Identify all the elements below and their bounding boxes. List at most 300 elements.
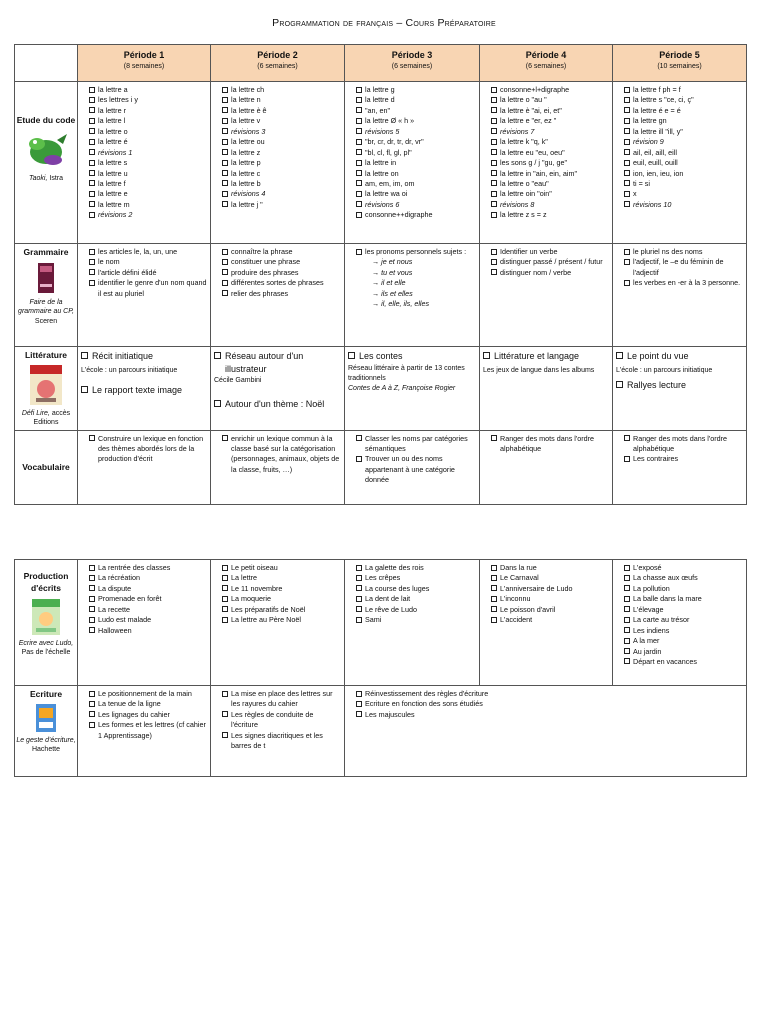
checkbox-icon <box>624 118 630 124</box>
list-item <box>81 127 207 137</box>
checkbox-icon <box>356 701 362 707</box>
checkbox-icon <box>89 139 95 145</box>
checkbox-icon <box>222 269 228 275</box>
list-item-text: la lettre z s = z <box>500 210 547 220</box>
list-item <box>81 626 207 636</box>
list-item <box>483 594 609 604</box>
list-item <box>616 278 743 288</box>
ecriture-period-1 <box>78 686 211 777</box>
vocabulaire-period-4 <box>480 430 613 504</box>
list-item-text: Le petit oiseau <box>231 563 278 572</box>
list-item <box>348 127 476 137</box>
list-item <box>348 106 476 116</box>
list-item <box>348 116 476 126</box>
checkbox-icon <box>89 118 95 124</box>
checkbox-icon <box>222 139 228 145</box>
list-item-text: ti = si <box>633 178 650 188</box>
list-item-text: la lettre m <box>98 199 130 209</box>
list-item <box>483 116 609 126</box>
checkbox-icon <box>356 711 362 717</box>
list-item-text: Sami <box>365 615 382 625</box>
pronoun-item: → tu et vous <box>372 267 413 277</box>
list-item <box>214 85 341 95</box>
checkbox-icon <box>89 606 95 612</box>
list-item <box>483 158 609 168</box>
code-period-1 <box>78 82 211 244</box>
list-item-text: l'adjectif, le –e du féminin de l'adjectif <box>633 257 724 277</box>
list-item <box>81 116 207 126</box>
checkbox-icon <box>491 596 497 602</box>
checkbox-icon <box>356 170 362 176</box>
list-item <box>81 200 207 210</box>
list-item-text: la lettre o "eau" <box>500 178 549 188</box>
list-item-text: produire des phrases <box>231 267 299 277</box>
checkbox-icon <box>222 107 228 113</box>
checkbox-icon <box>624 139 630 145</box>
list-item-text: Les lignages du cahier <box>98 709 170 719</box>
checkbox-icon <box>356 128 362 134</box>
list-item <box>214 127 341 137</box>
list-item <box>348 189 476 199</box>
checkbox-icon <box>222 249 228 255</box>
checkbox-icon <box>491 269 497 275</box>
checkbox-icon <box>356 149 362 155</box>
list-item-text: l'article défini élidé <box>98 267 157 277</box>
checkbox-icon <box>624 170 630 176</box>
list-item-text: les lettres i y <box>98 95 138 105</box>
checkbox-icon <box>89 701 95 707</box>
checkbox-icon <box>491 606 497 612</box>
list-item-text: Halloween <box>98 625 132 635</box>
list-item <box>348 563 476 573</box>
list-item-text: L'inconnu <box>500 594 531 604</box>
list-item <box>348 95 476 105</box>
checkbox-icon <box>222 180 228 186</box>
checkbox-icon <box>222 128 228 134</box>
list-item <box>616 95 743 105</box>
list-item-text: enrichir un lexique commun à la classe basé sur la catégorisation (personnages, animaux, objets de la classe, fruits, …) <box>231 433 340 474</box>
list-item <box>81 699 207 709</box>
list-item <box>616 85 743 95</box>
checkbox-icon <box>624 201 630 207</box>
list-item-text: L'élevage <box>633 604 664 614</box>
list-item <box>81 210 207 220</box>
list-item <box>483 137 609 147</box>
checkbox-icon <box>491 149 497 155</box>
ecriture-periods-3-5 <box>345 686 747 777</box>
checkbox-icon <box>222 617 228 623</box>
list-item <box>483 584 609 594</box>
checkbox-icon <box>491 128 497 134</box>
list-item-text: Trouver un ou des noms appartenant à une catégorie donnée <box>365 454 455 485</box>
checkbox-icon <box>491 139 497 145</box>
list-item <box>214 605 341 615</box>
checkbox-icon <box>89 565 95 571</box>
list-item <box>81 573 207 583</box>
list-item <box>616 573 743 583</box>
list-item <box>81 563 207 573</box>
checkbox-icon <box>491 565 497 571</box>
checkbox-icon <box>356 139 362 145</box>
list-item <box>214 731 341 752</box>
production-period-3 <box>345 560 480 686</box>
list-item-text: Les formes et les lettres (cf cahier 1 Apprentissage) <box>98 720 206 740</box>
list-item <box>81 95 207 105</box>
list-item <box>348 594 476 604</box>
list-item <box>81 615 207 625</box>
checkbox-icon <box>222 711 228 717</box>
list-item-text: La chasse aux œufs <box>633 573 698 583</box>
list-item-text: Les préparatifs de Noël <box>231 604 306 614</box>
checkbox-icon <box>356 160 362 166</box>
list-item <box>214 289 341 299</box>
checkbox-icon <box>356 87 362 93</box>
list-item <box>81 137 207 147</box>
period-header-3: Période 3 (6 semaines) <box>345 45 480 82</box>
list-item-text: ion, ien, ieu, ion <box>633 168 684 178</box>
checkbox-icon <box>491 585 497 591</box>
checkbox-icon <box>89 180 95 186</box>
list-item <box>483 563 609 573</box>
code-period-2 <box>211 82 345 244</box>
checkbox-icon <box>491 212 497 218</box>
ecriture-period-2 <box>211 686 345 777</box>
list-item-text: "br, cr, dr, tr, dr, vr" <box>365 137 424 147</box>
list-item-text: La recette <box>98 604 130 614</box>
list-item-text: La tenue de la ligne <box>98 699 161 709</box>
period-header-5: Période 5 (10 semaines) <box>613 45 747 82</box>
list-item-text: x <box>633 189 637 199</box>
pronoun-item: → ils et elles <box>372 288 413 298</box>
list-item-text: révisions 10 <box>633 199 672 209</box>
checkbox-icon <box>89 627 95 633</box>
list-item <box>483 605 609 615</box>
list-item-text: la lettre f <box>98 178 126 188</box>
list-item-text: Ranger des mots dans l'ordre alphabétique <box>633 433 728 453</box>
checkbox-icon <box>222 170 228 176</box>
list-item <box>348 584 476 594</box>
list-item <box>348 710 743 720</box>
list-item <box>348 200 476 210</box>
checkbox-icon <box>624 87 630 93</box>
list-item-text: Dans la rue <box>500 563 537 572</box>
list-item-text: la lettre j " <box>231 199 263 209</box>
list-item-text: la lettre e <box>98 189 128 199</box>
checkbox-icon <box>491 201 497 207</box>
checkbox-icon <box>89 87 95 93</box>
checkbox-icon <box>491 118 497 124</box>
list-item <box>214 179 341 189</box>
checkbox-icon <box>356 97 362 103</box>
list-item <box>214 257 341 267</box>
checkbox-icon <box>624 180 630 186</box>
list-item-text: Les indiens <box>633 625 670 635</box>
list-item <box>214 594 341 604</box>
list-item <box>214 278 341 288</box>
checkbox-icon <box>222 596 228 602</box>
checkbox-icon <box>222 290 228 296</box>
list-item-text: Le rêve de Ludo <box>365 604 417 614</box>
list-item-text: la lettre d <box>365 95 395 105</box>
list-item <box>348 605 476 615</box>
checkbox-icon <box>89 722 95 728</box>
checkbox-icon <box>624 606 630 612</box>
checkbox-icon <box>89 617 95 623</box>
period-header-2: Période 2 (6 semaines) <box>211 45 345 82</box>
checkbox-icon <box>222 149 228 155</box>
list-item <box>616 257 743 278</box>
list-item <box>483 95 609 105</box>
list-item <box>81 584 207 594</box>
list-item-text: la lettre s <box>98 158 128 168</box>
list-item-text: la lettre ou <box>231 137 265 147</box>
list-item-text: am, em, im, om <box>365 178 415 188</box>
list-item-text: La galette des rois <box>365 563 424 572</box>
checkbox-icon <box>222 585 228 591</box>
list-item <box>214 563 341 573</box>
list-item-text: L'accident <box>500 615 533 625</box>
list-item-text: La dispute <box>98 583 132 593</box>
list-item-text: Promenade en forêt <box>98 594 162 604</box>
production-period-2 <box>211 560 345 686</box>
list-item <box>348 210 476 220</box>
list-item <box>348 699 743 709</box>
checkbox-icon <box>222 435 228 441</box>
list-item <box>616 247 743 257</box>
list-item-text: la lettre è ê <box>231 105 267 115</box>
list-item-text: La récréation <box>98 573 140 583</box>
checkbox-icon <box>89 435 95 441</box>
list-item-text: "bl, cl, fl, gl, pl" <box>365 147 412 157</box>
list-item <box>616 158 743 168</box>
checkbox-icon <box>491 249 497 255</box>
checkbox-icon <box>214 400 221 407</box>
grammaire-period-4 <box>480 244 613 347</box>
list-item <box>616 169 743 179</box>
list-item-text: la lettre é <box>98 137 128 147</box>
checkbox-icon <box>89 97 95 103</box>
row-label-vocabulaire: Vocabulaire <box>15 430 78 504</box>
list-item-text: Le 11 novembre <box>231 583 283 593</box>
list-item <box>483 179 609 189</box>
list-item-text: le pluriel ns des noms <box>633 247 703 256</box>
checkbox-icon <box>89 280 95 286</box>
list-item <box>81 268 207 278</box>
list-item <box>81 605 207 615</box>
checkbox-icon <box>491 435 497 441</box>
row-label-production: Production d'écrits Ecrire avec Ludo, Pas de l'échelle <box>15 560 78 686</box>
list-item <box>81 106 207 116</box>
list-item-text: la lettre oin "oin" <box>500 189 552 199</box>
vocabulaire-period-5 <box>613 430 747 504</box>
list-item <box>214 247 341 257</box>
list-item-text: constituer une phrase <box>231 257 301 267</box>
checkbox-icon <box>222 201 228 207</box>
list-item-text: Le Carnaval <box>500 573 539 583</box>
checkbox-icon <box>89 711 95 717</box>
list-item-text: révisions 1 <box>98 147 133 157</box>
list-item-text: Ranger des mots dans l'ordre alphabétique <box>500 433 595 453</box>
list-item-text: Le poisson d'avril <box>500 604 556 614</box>
checkbox-icon <box>222 732 228 738</box>
row-label-grammaire: Grammaire Faire de la grammaire au CP, Sceren <box>15 244 78 347</box>
list-item-text: La rentrée des classes <box>98 563 171 572</box>
checkbox-icon <box>624 107 630 113</box>
list-item-text: révisions 3 <box>231 126 266 136</box>
list-item <box>214 268 341 278</box>
grammaire-period-1 <box>78 244 211 347</box>
checkbox-icon <box>356 118 362 124</box>
list-item-text: la lettre in <box>365 158 397 168</box>
checkbox-icon <box>222 691 228 697</box>
list-item-text: La lettre <box>231 573 257 583</box>
list-item <box>214 106 341 116</box>
list-item-text: révisions 6 <box>365 199 400 209</box>
list-item-text: La moquerie <box>231 594 271 604</box>
list-item <box>483 247 609 257</box>
list-item-text: les verbes en -er à la 3 personne. <box>633 278 741 288</box>
geste-ecriture-cover-image <box>36 704 56 732</box>
list-item <box>483 573 609 583</box>
checkbox-icon <box>89 575 95 581</box>
checkbox-icon <box>356 596 362 602</box>
list-item-text: Le positionnement de la main <box>98 689 192 698</box>
list-item-text: la lettre f ph = f <box>633 85 681 94</box>
checkbox-icon <box>222 280 228 286</box>
list-item-text: la lettre v <box>231 116 261 126</box>
list-item <box>214 116 341 126</box>
list-item <box>348 689 743 699</box>
list-item <box>81 189 207 199</box>
list-item-text: connaître la phrase <box>231 247 293 256</box>
pronoun-item: → il, elle, ils, elles <box>372 299 430 309</box>
list-item-text: euil, euill, ouill <box>633 158 678 168</box>
list-item-text: Ecriture en fonction des sons étudiés <box>365 699 483 709</box>
list-item <box>81 720 207 741</box>
production-period-5 <box>613 560 747 686</box>
checkbox-icon <box>624 160 630 166</box>
list-item <box>348 454 476 485</box>
checkbox-icon <box>624 658 630 664</box>
list-item-text: "an, en" <box>365 105 391 115</box>
list-item <box>81 247 207 257</box>
checkbox-icon <box>624 456 630 462</box>
checkbox-icon <box>356 575 362 581</box>
list-item <box>214 434 341 476</box>
code-period-4 <box>480 82 613 244</box>
checkbox-icon <box>624 596 630 602</box>
checkbox-icon <box>89 269 95 275</box>
list-item-text: distinguer nom / verbe <box>500 267 572 277</box>
list-item-text: La mise en place des lettres sur les rayures du cahier <box>231 689 333 709</box>
checkbox-icon <box>624 617 630 623</box>
list-item <box>214 200 341 210</box>
list-item <box>81 257 207 267</box>
list-item <box>483 106 609 116</box>
checkbox-icon <box>624 259 630 265</box>
checkbox-icon <box>214 352 221 359</box>
checkbox-icon <box>89 160 95 166</box>
list-item <box>348 158 476 168</box>
list-item <box>81 434 207 465</box>
checkbox-icon <box>624 191 630 197</box>
list-item <box>616 605 743 615</box>
list-item-text: La carte au trésor <box>633 615 690 625</box>
checkbox-icon <box>624 435 630 441</box>
list-item <box>348 434 476 455</box>
list-item-text: différentes sortes de phrases <box>231 278 324 288</box>
pronoun-item: → je et nous <box>372 257 413 267</box>
list-item-text: révision 9 <box>633 137 664 147</box>
checkbox-icon <box>222 565 228 571</box>
list-item <box>214 137 341 147</box>
list-item-text: la lettre r <box>98 105 126 115</box>
list-item-text: Réinvestissement des règles d'écriture <box>365 689 489 698</box>
list-item <box>348 169 476 179</box>
list-item-text: les articles le, la, un, une <box>98 247 178 256</box>
list-item <box>214 615 341 625</box>
checkbox-icon <box>616 352 623 359</box>
list-item <box>214 169 341 179</box>
checkbox-icon <box>624 149 630 155</box>
list-item-text: L'exposé <box>633 563 662 572</box>
litterature-period-2: Réseau autour d'un illustrateur Cécile Gambini Autour d'un thème : Noël <box>211 347 345 431</box>
list-item <box>483 615 609 625</box>
checkbox-icon <box>89 128 95 134</box>
checkbox-icon <box>89 259 95 265</box>
checkbox-icon <box>624 249 630 255</box>
list-item-text: consonne+l+digraphe <box>500 85 570 94</box>
corner-cell <box>15 45 78 82</box>
list-item-text: L'anniversaire de Ludo <box>500 583 573 593</box>
list-item-text: identifier le genre d'un nom quand il est au pluriel <box>98 278 207 298</box>
list-item-text: la lettre o <box>98 126 128 136</box>
list-item-text: La balle dans la mare <box>633 594 702 604</box>
checkbox-icon <box>222 87 228 93</box>
checkbox-icon <box>89 149 95 155</box>
checkbox-icon <box>483 352 490 359</box>
list-item-text: Départ en vacances <box>633 656 697 666</box>
list-item <box>616 563 743 573</box>
checkbox-icon <box>491 575 497 581</box>
list-item <box>483 85 609 95</box>
list-item <box>616 179 743 189</box>
checkbox-icon <box>81 352 88 359</box>
list-item-text: consonne++digraphe <box>365 210 433 220</box>
list-item <box>616 200 743 210</box>
code-period-3 <box>345 82 480 244</box>
list-item-text: la lettre gn <box>633 116 667 126</box>
ecrire-avec-ludo-cover-image <box>32 599 60 635</box>
list-item-text: le nom <box>98 257 120 267</box>
list-item-text: A la mer <box>633 636 660 646</box>
row-label-code: Etude du code Taoki, Istra <box>15 82 78 244</box>
checkbox-icon <box>491 107 497 113</box>
list-item <box>616 137 743 147</box>
list-item <box>483 268 609 278</box>
grammaire-period-2 <box>211 244 345 347</box>
checkbox-icon <box>624 585 630 591</box>
list-item-text: La dent de lait <box>365 594 411 604</box>
list-item <box>81 179 207 189</box>
list-item <box>348 179 476 189</box>
list-item <box>214 710 341 731</box>
checkbox-icon <box>222 575 228 581</box>
list-item-text: la lettre è "ai, ei, et" <box>500 105 562 115</box>
list-item-text: Les contraires <box>633 454 679 464</box>
litterature-period-3: Les contes Réseau littéraire à partir de 13 contes traditionnels Contes de A à Z, Françoise Rogier <box>345 347 480 431</box>
list-item-text: relier des phrases <box>231 288 289 298</box>
